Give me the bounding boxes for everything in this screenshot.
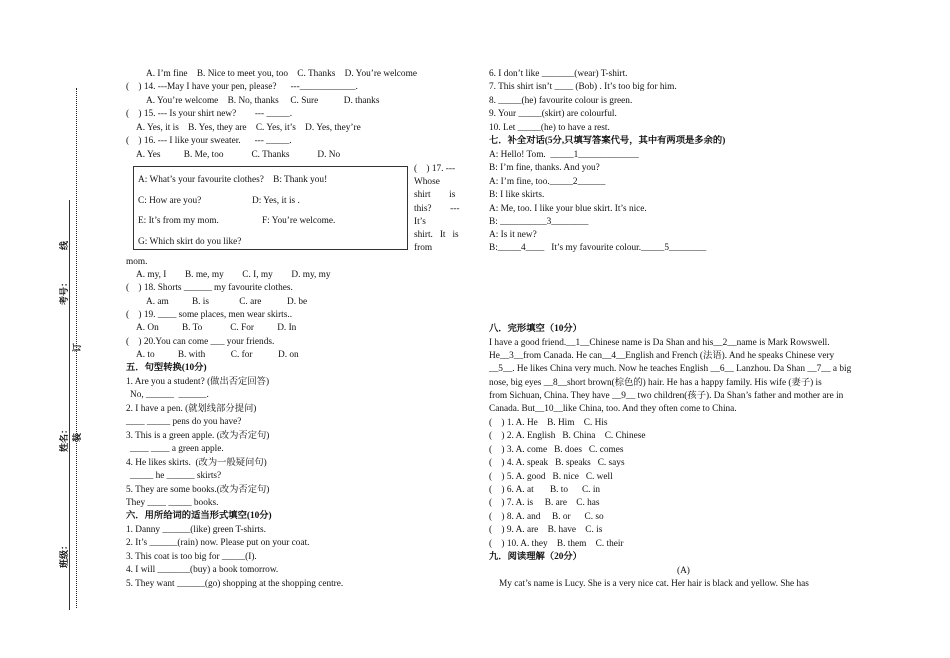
q19: ( ) 19. ____ some places, men wear skirts.. (126, 310, 293, 320)
cloze-option: ( ) 1. A. He B. Him C. His (489, 418, 608, 428)
s5-line: They ____ _____ books. (126, 498, 219, 508)
q19-options: A. On B. To C. For D. In (136, 323, 297, 333)
cloze-option: ( ) 4. A. speak B. speaks C. says (489, 458, 625, 468)
q17-mom: mom. (126, 257, 148, 267)
s7-line: B:_____4____ It’s my favourite colour._____5________ (489, 243, 707, 253)
q16: ( ) 16. --- I like your sweater. --- _____. (126, 136, 292, 146)
s6-line: 1. Danny ______(like) green T-shirts. (126, 525, 266, 535)
s7-line: A: I’m fine, too._____2______ (489, 177, 606, 187)
s7-line: A: Me, too. I like your blue skirt. It’s nice. (489, 204, 647, 214)
s5-line: No, ______ ______. (130, 390, 209, 400)
s6-line: 8. _____(he) favourite colour is green. (489, 96, 633, 106)
dialogue-option-box (133, 166, 408, 250)
s7-line: B: I’m fine, thanks. And you? (489, 163, 600, 173)
s5-line: 4. He likes skirts. (改为一般疑问句) (126, 458, 267, 468)
q16-options: A. Yes B. Me, too C. Thanks D. No (136, 150, 341, 160)
cloze-passage-line: __5__. He likes China very much. Now he teaches English __6__ Lanzhou. Da Shan __7__ a big (489, 364, 852, 374)
s6-line: 2. It’s ______(rain) now. Please put on your coat. (126, 538, 310, 548)
q17-line-3: shirt is (414, 190, 456, 200)
q14: ( ) 14. ---May I have your pen, please? ---____________. (126, 82, 358, 92)
section5-heading: 五．句型转换(10分) (126, 363, 207, 373)
s7-line: A: Hello! Tom. _____1_____________ (489, 150, 639, 160)
cloze-passage-line: He__3__from Canada. He can__4__English and French (法语). And he speaks Chinese very (489, 351, 835, 361)
cloze-option: ( ) 10. A. they B. them C. their (489, 539, 624, 549)
cloze-option: ( ) 9. A. are B. have C. is (489, 525, 603, 535)
box-option-d: D: Yes, it is . (252, 196, 300, 206)
s5-line: 5. They are some books.(改为否定句) (126, 485, 270, 495)
cloze-option: ( ) 5. A. good B. nice C. well (489, 472, 613, 482)
s7-line: A: Is it new? (489, 230, 537, 240)
q18-options: A. am B. is C. are D. be (146, 297, 308, 307)
s6-line: 5. They want ______(go) shopping at the shopping centre. (126, 579, 344, 589)
box-option-a: A: What’s your favourite clothes? B: Thank you! (138, 175, 328, 185)
q17-line-2: Whose (414, 177, 440, 187)
q17-line-6: shirt. It is (414, 230, 459, 240)
cloze-passage-line: Canada. But__10__like China, too. And they often come to China. (489, 404, 737, 414)
q20: ( ) 20.You can come ___ your friends. (126, 337, 275, 347)
q17-line-7: from (414, 243, 433, 253)
cloze-option: ( ) 3. A. come B. does C. comes (489, 445, 624, 455)
section7-heading: 七．补全对话(5分,只填写答案代号，其中有两项是多余的) (489, 136, 726, 146)
s5-line: ____ _____ pens do you have? (126, 417, 242, 427)
q15-options: A. Yes, it is B. Yes, they are C. Yes, it’s D. Yes, they’re (136, 123, 361, 133)
s6-line: 3. This coat is too big for _____(I). (126, 552, 257, 562)
s5-line: _____ he ______ skirts? (130, 471, 222, 481)
section8-heading: 八．完形填空（10分） (489, 324, 582, 334)
q17-line-1: ( ) 17. --- (414, 164, 456, 174)
s5-line: 1. Are you a student? (做出否定回答) (126, 377, 270, 387)
s6-line: 6. I don’t like _______(wear) T-shirt. (489, 69, 628, 79)
cloze-passage-line: nose, big eyes __8__short brown(棕色的) hair. He has a happy family. His wife (妻子) is (489, 378, 822, 388)
name-label: 姓名： (59, 424, 69, 452)
q18: ( ) 18. Shorts ______ my favourite clothes. (126, 283, 293, 293)
s6-line: 9. Your _____(skirt) are colourful. (489, 109, 617, 119)
q17-line-5: It’s (414, 217, 426, 227)
box-option-c: C: How are you? (138, 196, 202, 206)
s6-line: 7. This shirt isn’t ____ (Bob) . It’s too big for him. (489, 82, 677, 92)
order-char: 订 (72, 342, 82, 352)
q13-options: A. I’m fine B. Nice to meet you, too C. Thanks D. You’re welcome (146, 69, 417, 79)
q17-options: A. my, I B. me, my C. I, my D. my, my (136, 270, 331, 280)
cloze-passage-line: from Sichuan, China. They have __9__ two children(孩子). Da Shan’s father and mother are in (489, 391, 844, 401)
q15: ( ) 15. --- Is your shirt new? --- _____. (126, 109, 293, 119)
cloze-passage-line: I have a good friend.__1__Chinese name is Da Shan and his__2__name is Mark Rowswell. (489, 338, 830, 348)
box-option-g: G: Which skirt do you like? (138, 237, 242, 247)
reading-part-a: (A) (677, 566, 690, 576)
line-char: 线 (59, 240, 69, 250)
q14-options: A. You’re welcome B. No, thanks C. Sure D. thanks (146, 96, 380, 106)
s7-line: B: I like skirts. (489, 190, 545, 200)
s5-line: ____ ____ a green apple. (130, 444, 224, 454)
section9-heading: 九．阅读理解（20分） (489, 552, 582, 562)
s5-line: 2. I have a pen. (就划线部分提问) (126, 404, 257, 414)
cloze-option: ( ) 8. A. and B. or C. so (489, 512, 604, 522)
section6-heading: 六．用所给词的适当形式填空(10分) (126, 511, 272, 521)
reading-passage-line: My cat’s name is Lucy. She is a very nice cat. Her hair is black and yellow. She has (499, 579, 809, 589)
s6-line: 4. I will _______(buy) a book tomorrow. (126, 565, 279, 575)
box-option-f: F: You’re welcome. (262, 216, 336, 226)
cloze-option: ( ) 2. A. English B. China C. Chinese (489, 431, 646, 441)
q17-line-4: this? --- (414, 204, 460, 214)
exam-no-label: 考号： (59, 277, 69, 305)
s5-line: 3. This is a green apple. (改为否定句) (126, 431, 270, 441)
cloze-option: ( ) 7. A. is B. are C. has (489, 498, 600, 508)
cloze-option: ( ) 6. A. at B. to C. in (489, 485, 601, 495)
s7-line: B: __________3________ (489, 217, 589, 227)
q20-options: A. to B. with C. for D. on (136, 350, 299, 360)
s6-line: 10. Let _____(he) to have a rest. (489, 123, 610, 133)
box-option-e: E: It’s from my mom. (138, 216, 219, 226)
bind-char: 装 (72, 432, 82, 442)
class-label: 班级： (59, 540, 69, 568)
